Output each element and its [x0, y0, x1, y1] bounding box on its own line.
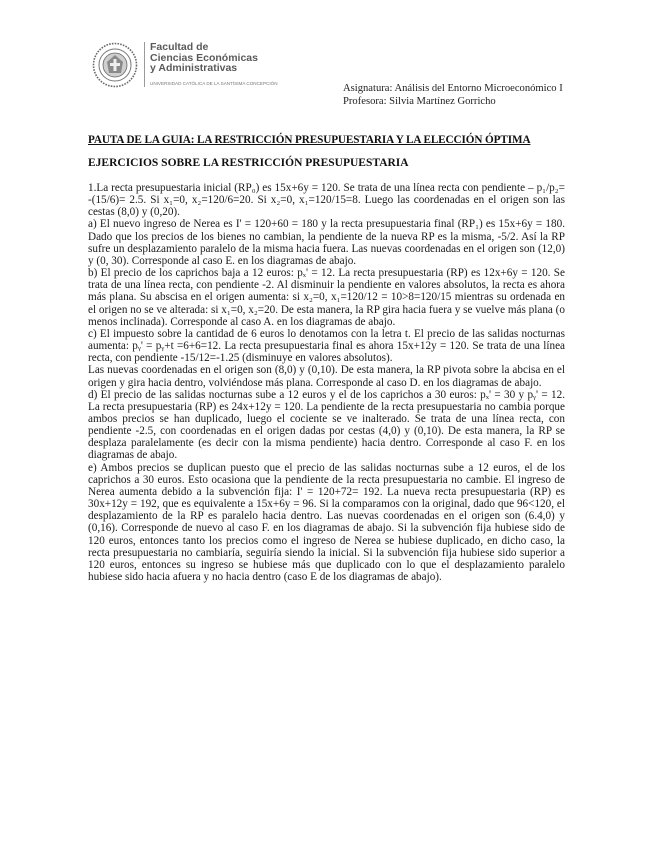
faculty-line-1: Facultad de: [150, 41, 209, 53]
paragraph-c: c) El impuesto sobre la cantidad de 6 euros lo denotamos con la letra t. El precio de las salidas nocturnas aumenta: pᵧ' = pᵧ+t =6+6=12. La recta presupuestaria final es ahora 15x+12y = 120. Se trata de una línea recta, con pendiente -15/12=-1.25 (disminuye en valores absolutos).: [88, 327, 565, 365]
paragraph-e: e) Ambos precios se duplican puesto que el precio de las salidas nocturnas sube a 12 euros, el de los caprichos a 30 euros. Esto ocasiona que la pendiente de la recta presupuestaria no cambie. El ingreso de Nerea aumenta debido a la subvención fija: I' = 120+72= 192. La nueva recta presupuestaria (RP) es 30x+12y = 192, que es equivalente a 15x+6y = 96. Si la comparamos con la original, dado que 96<120, el desplazamiento de la RP es paralelo hacia dentro. Las nuevas coordenadas en el origen son (6.4,0) y (0,16). Corresponde de nuevo al caso F. en los diagramas de abajo. Si la subvención fija hubiese sido de 120 euros, entonces tanto los precios como el ingreso de Nerea se hubiese duplicado, en dicho caso, la recta presupuestaria no cambiaría, seguiría siendo la inicial. Si la subvención fija hubiese sido superior a 120 euros, entonces su ingreso se hubiese más que duplicado con lo que el desplazamiento paralelo hubiese sido hacia afuera y no hacia dentro (caso E de los diagramas de abajo).: [88, 461, 565, 583]
faculty-logo: [92, 42, 278, 88]
university-seal-icon: [92, 42, 138, 88]
course-info: [343, 82, 563, 108]
paragraph-d: d) El precio de las salidas nocturnas sube a 12 euros y el de los caprichos a 30 euros: pₓ' = 30 y pᵧ' = 12. La recta presupuestaria (RP) es 24x+12y = 120. La pendiente de la recta presupuestaria no cambia porque ambos precios se han duplicado, luego el cociente se ve inalterado. Se trata de una línea recta, con pendiente -2.5, con coordenadas en el origen dadas por cestas (4,0) y (0,10). De esta manera, la RP se desplaza paralelamente (es decir con la misma pendiente) hacia dentro. Corresponde al caso F. en los diagramas de abajo.: [88, 388, 565, 462]
paragraph-a: a) El nuevo ingreso de Nerea es I' = 120+60 = 180 y la recta presupuestaria final (RP₁) es 15x+6y = 180. Dado que los precios de los bienes no cambian, la pendiente de la nueva RP es la misma, -5/2. Así la RP sufre un desplazamiento paralelo de la misma hacia fuera. Las nuevas coordenadas en el origen son (12,0) y (0, 30). Corresponde al caso E. en los diagramas de abajo.: [88, 218, 565, 267]
section-heading: EJERCICIOS SOBRE LA RESTRICCIÓN PRESUPUESTARIA: [88, 157, 409, 169]
university-name: UNIVERSIDAD CATÓLICA DE LA SANTÍSIMA CONCEPCIÓN: [150, 80, 278, 86]
professor-name: Profesora: Silvia Martínez Gorricho: [343, 96, 496, 107]
course-name: Asignatura: Análisis del Entorno Microeconómico I: [343, 83, 563, 94]
paragraph-b: b) El precio de los caprichos baja a 12 euros: pₓ' = 12. La recta presupuestaria (RP) es 12x+6y = 120. Se trata de una línea recta, con pendiente -2. Al disminuir la pendiente en valores absolutos, la recta es ahora más plana. Su abscisa en el origen aumenta: si x₂=0, x₁=120/12 = 10>8=120/15 mientras su ordenada en el origen no se ve alterada: si x₁=0, x₂=20. De esta manera, la RP gira hacia fuera y se vuelve más plana (o menos inclinada). Corresponde al caso A. en los diagramas de abajo.: [88, 267, 565, 328]
document-title: PAUTA DE LA GUIA: LA RESTRICCIÓN PRESUPUESTARIA Y LA ELECCIÓN ÓPTIMA: [88, 134, 531, 146]
paragraph-intro: 1.La recta presupuestaria inicial (RP₀) es 15x+6y = 120. Se trata de una línea recta con pendiente – p₁/p₂= -(15/6)= 2.5. Si x₁=0, x₂=120/6=20. Si x₂=0, x₁=120/15=8. Luego las coordenadas en el origen son las cestas (8,0) y (0,20).: [88, 182, 565, 219]
paragraph-c-continued: Las nuevas coordenadas en el origen son (8,0) y (0,10). De esta manera, la RP pivota sobre la abcisa en el origen y gira hacia dentro, volviéndose más plana. Corresponde al caso D. en los diagramas de abajo.: [88, 364, 565, 389]
document-body: [88, 182, 565, 583]
faculty-name: [144, 42, 278, 87]
faculty-line-2: Ciencias Económicas: [150, 51, 258, 64]
faculty-line-3: y Administrativas: [150, 62, 238, 74]
